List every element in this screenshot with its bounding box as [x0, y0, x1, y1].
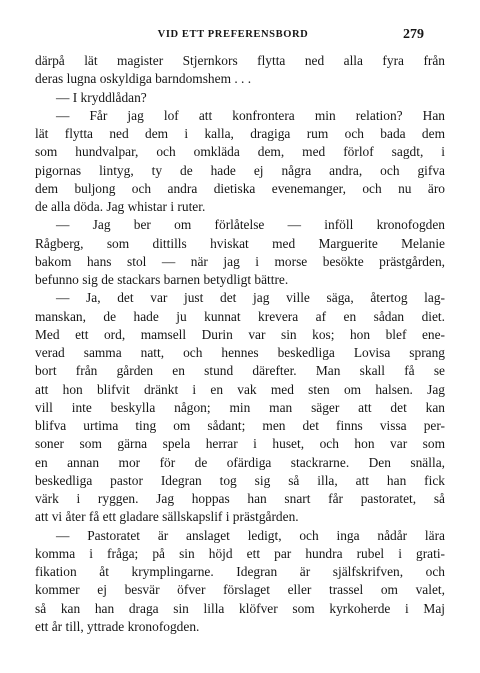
- text-line: lät flytta ned dem i kalla, dragiga rum och bada dem: [35, 126, 445, 141]
- text-line: komma i fråga; på sin höjd ett par hundra rubel i grati-: [35, 545, 445, 561]
- text-line: ett år till, yttrade kronofogden.: [35, 618, 200, 634]
- text-line: kommer ej besvär öfver förslaget eller trassel om valet,: [35, 582, 445, 598]
- text-line: befunno sig de stackars barnen betydligt bättre.: [35, 272, 289, 287]
- text-line: — Pastoratet är anslaget ledigt, och inga nådår lära: [56, 527, 445, 543]
- text-line: manskan, de hade ju kunnat krevera af en sådan diet.: [35, 308, 445, 324]
- text-line: Med ett ord, mamsell Durin var sin kos; hon blef ene-: [35, 326, 445, 342]
- text-line: så kan han draga sin lilla klöfver som kyrkoherde i Maj: [35, 600, 445, 616]
- text-line: — Får jag lof att konfrontera min relation? Han: [56, 107, 445, 123]
- text-line: pigornas lintyg, ty de hade ej några andra, och gifva: [35, 162, 445, 178]
- running-title: VID ETT PREFERENSBORD: [157, 29, 309, 40]
- text-line: Rågberg, som dittills hviskat med Marguerite Melanie: [35, 235, 445, 251]
- text-line: de alla döda. Jag whistar i ruter.: [35, 199, 206, 214]
- text-line: bort från gården en stund därefter. Man skall få se: [35, 363, 445, 379]
- text-line: som hundvalpar, och omkläda dem, med förlof sagdt, i: [35, 144, 445, 160]
- body-text: [35, 52, 445, 636]
- text-line: att hon blifvit dränkt i en vak med sten om halsen. Jag: [35, 381, 445, 397]
- text-line: verad samma natt, och hennes beskedliga Lovisa sprang: [35, 345, 445, 360]
- text-line: — Jag ber om förlåtelse — inföll kronofogden: [56, 217, 445, 233]
- text-line: — I kryddlådan?: [56, 89, 147, 105]
- text-line: en annan mor för de ofärdiga stackrarne. Den snälla,: [35, 454, 445, 470]
- page-number: 279: [403, 27, 424, 42]
- text-line: dem buljong och andra dietiska evenemanger, och nu äro: [35, 180, 445, 196]
- text-line: — Ja, det var just det jag ville säga, återtog lag-: [56, 290, 445, 306]
- text-line: fikation åt krymplingarne. Idegran är själfskrifven, och: [35, 564, 445, 579]
- text-line: därpå lät magister Stjernkors flytta ned alla fyra från: [35, 53, 445, 68]
- text-line: att vi åter få ett gladare sällskapslif i prästgården.: [35, 509, 299, 525]
- text-line: soner som gärna spela herrar i huset, och hon var som: [35, 436, 445, 452]
- text-line: värk i ryggen. Jag hoppas han snart får pastoratet, så: [35, 491, 445, 506]
- text-line: blifva urtima ting om sådant; men det finns vissa per-: [35, 418, 445, 433]
- text-line: vill inte beskylla någon; min man säger att det kan: [35, 399, 445, 415]
- text-line: beskedliga pastor Idegran tog sig så illa, att han fick: [35, 472, 445, 488]
- running-header: [0, 27, 480, 43]
- text-line: bakom hans stol — när jag i morse besökte prästgården,: [35, 253, 445, 269]
- text-line: deras lugna oskyldiga barndomshem . . .: [35, 71, 252, 87]
